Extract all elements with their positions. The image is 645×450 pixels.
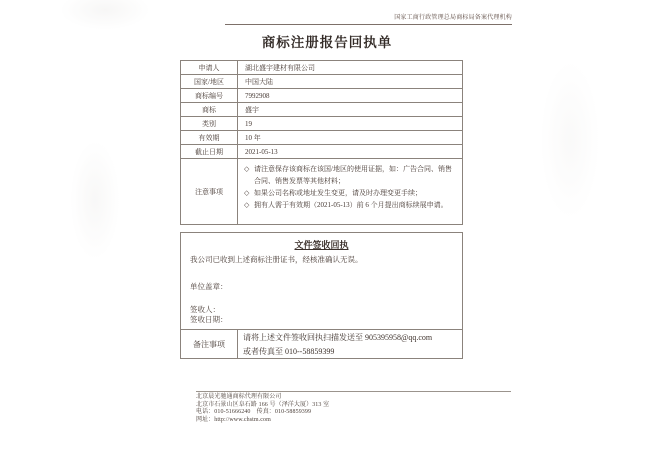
table-row-notes <box>181 158 462 224</box>
row-label: 有效期 <box>181 131 238 144</box>
scan-smudge <box>540 60 600 220</box>
notes-list <box>238 159 462 224</box>
footer-website: 网址：http://www.chstm.com <box>196 416 271 423</box>
note-text: 请注意保存该商标在该国/地区的使用证据，如：广告合同、销售合同、销售发票等其他材料； <box>254 165 452 185</box>
row-value: 盛宇 <box>245 105 259 114</box>
note-text: 拥有人需于有效期（2021-05-13）前 6 个月提出商标续展申请。 <box>254 201 448 209</box>
table-row-applicant <box>181 61 462 74</box>
receipt-section-title-text: 文件签收回执 <box>294 240 349 250</box>
diamond-bullet-icon: ◇ <box>244 201 250 209</box>
row-label: 类别 <box>181 117 238 130</box>
row-label: 商标编号 <box>181 89 238 102</box>
row-value: 2021-05-13 <box>245 147 278 156</box>
table-row-country <box>181 74 462 88</box>
table-row-expiry-date <box>181 144 462 158</box>
row-value: 湖北盛宇建材有限公司 <box>245 63 315 72</box>
diamond-bullet-icon: ◇ <box>244 165 250 173</box>
table-row-class <box>181 116 462 130</box>
row-label: 国家/地区 <box>181 75 238 88</box>
remark-label: 备注事项 <box>181 330 238 358</box>
note-text: 如果公司名称或地址发生变更，请及时办理变更手续； <box>254 189 422 197</box>
receipt-statement: 我公司已收到上述商标注册证书，经核准确认无误。 <box>190 255 363 264</box>
footer-company-name: 北京晨光驰通商标代理有限公司 <box>196 394 282 400</box>
note-item <box>244 187 456 199</box>
sign-date-label: 签收日期： <box>190 315 228 324</box>
row-label: 截止日期 <box>181 145 238 158</box>
note-item <box>244 163 456 187</box>
row-value: 中国大陆 <box>245 77 273 86</box>
agency-tagline: 国家工商行政管理总局商标局备案代理机构 <box>225 14 512 25</box>
info-table <box>180 60 463 225</box>
row-label: 注意事项 <box>181 159 238 224</box>
scan-smudge <box>70 140 120 260</box>
document-title: 商标注册报告回执单 <box>261 35 393 50</box>
note-item <box>244 199 456 211</box>
row-value: 19 <box>245 119 252 128</box>
signer-label: 签收人： <box>190 305 220 314</box>
diamond-bullet-icon: ◇ <box>244 189 250 197</box>
remark-row <box>181 329 462 358</box>
footer-phone-fax: 电话：010-51666240 传真：010-58859399 <box>196 409 312 415</box>
company-stamp-label: 单位盖章： <box>190 282 228 291</box>
row-label: 申请人 <box>181 61 238 74</box>
row-value: 7992908 <box>245 91 270 100</box>
remark-line-email: 请将上述文件签收回执扫描发送至 905395958@qq.com <box>243 333 433 342</box>
remark-content <box>238 330 462 358</box>
receipt-acknowledgement-box <box>180 232 463 359</box>
table-row-trademark-number <box>181 88 462 102</box>
agency-footer <box>196 391 511 424</box>
receipt-section-title <box>181 238 462 251</box>
row-label: 商标 <box>181 103 238 116</box>
remark-line-fax: 或者传真至 010--58859399 <box>243 347 335 356</box>
table-row-validity <box>181 130 462 144</box>
scan-smudge <box>60 0 150 30</box>
footer-address: 北京市石景山区阜石路 166 号（泽洋大厦）313 室 <box>196 401 330 408</box>
row-value: 10 年 <box>245 133 261 142</box>
table-row-trademark <box>181 102 462 116</box>
